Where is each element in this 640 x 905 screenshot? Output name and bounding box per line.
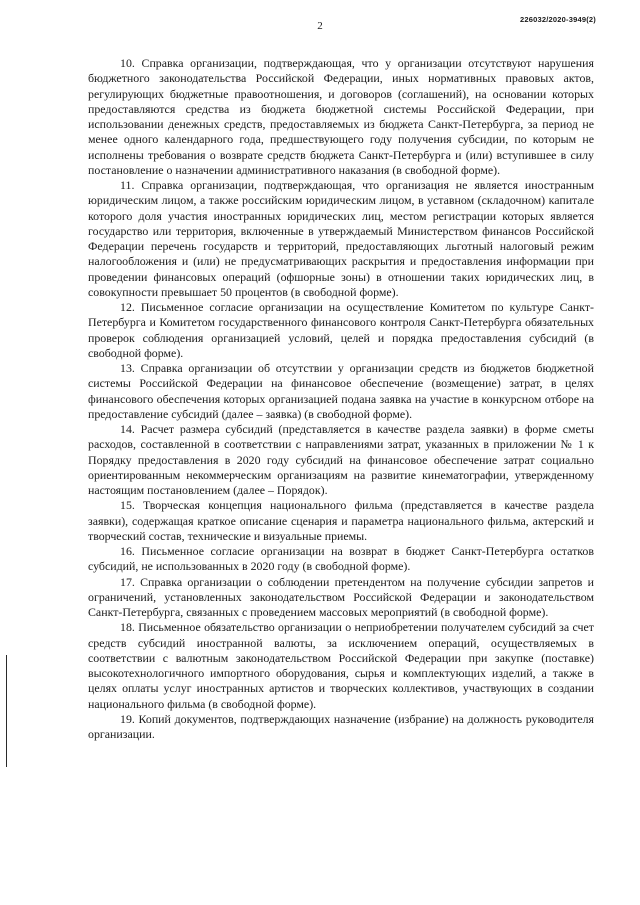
paragraph-item-12: 12. Письменное согласие организации на осуществление Комитетом по культуре Санкт-Петербурга и Комитетом государственного финансового контроля Санкт-Петербурга обязательных проверок соблюдения организацией условий, целей и порядка предоставления субсидий (в свободной форме). bbox=[88, 300, 594, 360]
document-reference-number: 226032/2020-3949(2) bbox=[520, 15, 596, 24]
paragraph-item-15: 15. Творческая концепция национального фильма (представляется в качестве раздела заявки), содержащая краткое описание сценария и параметра национального фильма, актерский и творческий состав, технические и визуальные приемы. bbox=[88, 498, 594, 543]
paragraph-item-17: 17. Справка организации о соблюдении претендентом на получение субсидии запретов и ограничений, установленных законодательством Российской Федерации и законодательством Санкт-Петербурга, связанных с проведением массовых мероприятий (в свободной форме). bbox=[88, 574, 594, 619]
paragraph-item-19: 19. Копий документов, подтверждающих назначение (избрание) на должность руководителя организации. bbox=[88, 711, 594, 741]
paragraph-item-10: 10. Справка организации, подтверждающая, что у организации отсутствуют нарушения бюджетного законодательства Российской Федерации, иных нормативных правовых актов, регулирующих бюджетные правоотношения, и договоров (соглашений), на основании которых предоставляются средства из бюджета бюджетной системы Российской Федерации, при использовании денежных средств, предоставляемых из бюджета Санкт-Петербурга, за период не менее одного календарного года, предшествующего году получения субсидии, по которым не исполнены требования о возврате средств бюджета Санкт-Петербурга и (или) вступившее в силу постановление о назначении административного наказания (в свободной форме). bbox=[88, 56, 594, 177]
margin-scan-line bbox=[6, 655, 7, 767]
document-body bbox=[88, 56, 594, 742]
paragraph-item-11: 11. Справка организации, подтверждающая, что организация не является иностранным юридическим лицом, а также российским юридическим лицом, в уставном (складочном) капитале которого доля участия иностранных юридических лиц, местом регистрации которых является государство или территория, включенные в утверждаемый Министерством финансов Российской Федерации перечень государств и территорий, предоставляющих льготный налоговый режим налогообложения и (или) не предусматривающих раскрытия и предоставления информации при проведении финансовых операций (офшорные зоны) в отношении таких юридических лиц, в совокупности превышает 50 процентов (в свободной форме). bbox=[88, 178, 594, 299]
paragraph-item-14: 14. Расчет размера субсидий (представляется в качестве раздела заявки) в форме сметы расходов, составленной в соответствии с направлениями затрат, указанных в приложении № 1 к Порядку предоставления в 2020 году субсидий на финансовое обеспечение затрат социально ориентированным некоммерческим организациям на развитие кинематографии, утвержденному настоящим постановлением (далее – Порядок). bbox=[88, 422, 594, 497]
page-number: 2 bbox=[317, 20, 323, 32]
paragraph-item-18: 18. Письменное обязательство организации о неприобретении получателем субсидий за счет средств субсидий иностранной валюты, за исключением операций, осуществляемых в соответствии с валютным законодательством Российской Федерации при закупке (поставке) высокотехнологичного импортного оборудования, сырья и комплектующих изделий, а также в целях оплаты услуг иностранных артистов и творческих коллективов, участвующих в создании национального фильма (в свободной форме). bbox=[88, 620, 594, 711]
paragraph-item-16: 16. Письменное согласие организации на возврат в бюджет Санкт-Петербурга остатков субсидий, не использованных в 2020 году (в свободной форме). bbox=[88, 544, 594, 574]
paragraph-item-13: 13. Справка организации об отсутствии у организации средств из бюджетов бюджетной системы Российской Федерации на финансовое обеспечение (возмещение) затрат, в целях финансового обеспечения которых организацией подана заявка на участие в конкурсном отборе на предоставление субсидий (далее – заявка) (в свободной форме). bbox=[88, 361, 594, 421]
